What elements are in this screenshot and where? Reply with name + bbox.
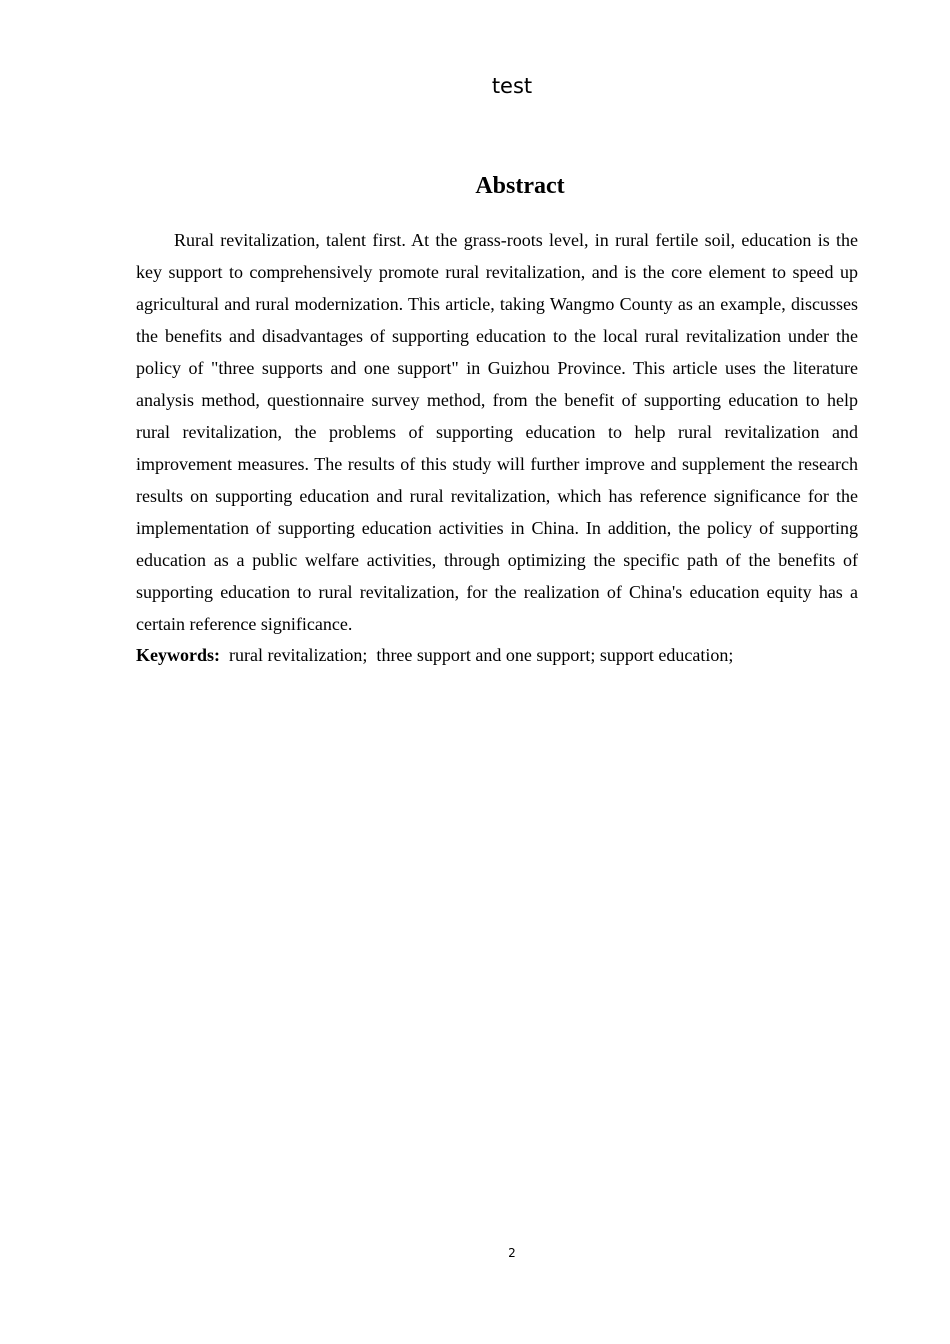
abstract-title: Abstract — [475, 173, 565, 199]
abstract-body: Rural revitalization, talent first. At the grass-roots level, in rural fertile soil, education is the key support to comprehensively promote rural revitalization, and is the core element to speed up agricultural and rural modernization. This article, taking Wangmo County as an example, discusses the benefits and disadvantages of supporting education to the local rural revitalization under the policy of "three supports and one support" in Guizhou Province. This article uses the literature analysis method, questionnaire survey method, from the benefit of supporting education to help rural revitalization, the problems of supporting education to help rural revitalization and improvement measures. The results of this study will further improve and supplement the research results on supporting education and rural revitalization, which has reference significance for the implementation of supporting education activities in China. In addition, the policy of supporting education as a public welfare activities, through optimizing the specific path of the benefits of supporting education to rural revitalization, for the realization of China's education equity has a certain reference significance. — [136, 230, 858, 634]
keywords-text: rural revitalization; three support and one support; support education; — [220, 645, 734, 665]
keywords-line — [136, 639, 858, 671]
page-header: test — [491, 74, 533, 98]
keywords-label: Keywords: — [136, 645, 220, 665]
page-number: 2 — [508, 1246, 516, 1260]
